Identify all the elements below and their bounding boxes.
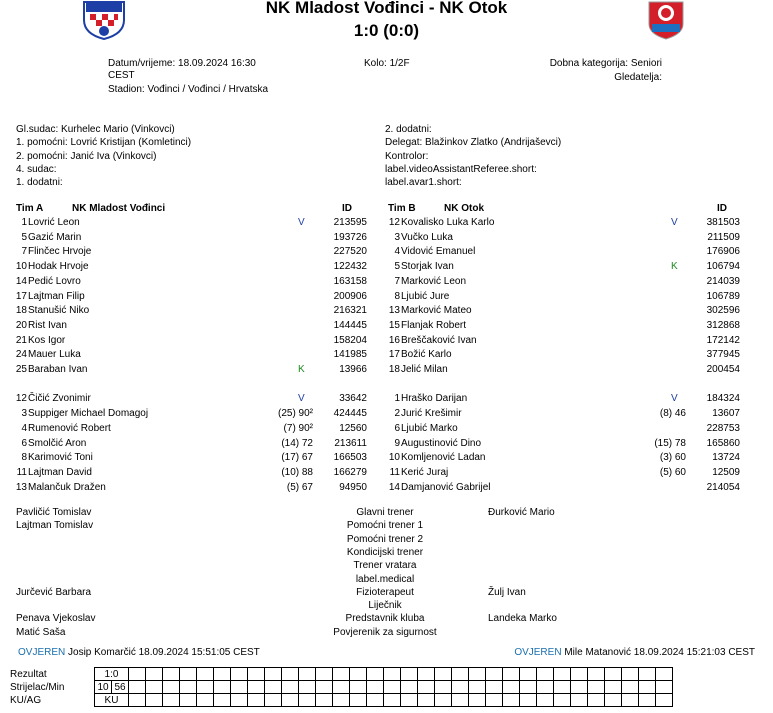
player-number: 9 [394, 437, 400, 449]
official-line: Kontrolor: [385, 150, 429, 162]
player-name: Gazić Marin [28, 231, 82, 243]
age-category: Dobna kategorija: Seniori [549, 58, 662, 69]
player-name: Damjanović Gabrijel [401, 481, 491, 493]
staff-role: Kondicijski trener [346, 546, 424, 558]
official-line: 1. pomoćni: Lovrić Kristijan (Komletinci) [16, 137, 192, 149]
team-b-label: Tim B [388, 203, 416, 214]
staff-role: Trener vratara [353, 560, 417, 572]
away-verified-text: Mile Matanović 18.09.2024 15:21:03 CEST [564, 647, 755, 658]
player-id: 377945 [706, 349, 740, 361]
player-id: 302596 [706, 305, 740, 317]
player-name: Rumenović Robert [28, 422, 111, 434]
player-number: 11 [389, 466, 400, 478]
result-value: 1:0 [95, 668, 129, 681]
player-name: Baraban Ivan [28, 364, 88, 375]
official-line: label.videoAssistantReferee.short: [385, 163, 537, 175]
official-line: 1. dodatni: [16, 177, 63, 189]
player-number: 14 [15, 275, 27, 287]
away-verification [514, 647, 755, 658]
player-role-marker: V [298, 393, 305, 405]
staff-role: Glavni trener [356, 507, 414, 518]
player-name: Hodak Hrvoje [28, 261, 89, 273]
player-id: 227520 [333, 246, 367, 258]
home-verified-label: OVJEREN [18, 647, 66, 658]
substitution-info: (7) 90² [283, 422, 313, 434]
staff-home: Pavličić Tomislav [16, 507, 92, 518]
player-name: Ljubić Marko [401, 422, 458, 434]
player-id: 200906 [333, 290, 367, 302]
substitution-info: (5) 67 [286, 481, 313, 493]
player-number: 18 [15, 305, 27, 317]
player-id: 213611 [334, 437, 367, 449]
player-name: Marković Leon [401, 275, 467, 287]
player-name: Breščaković Ivan [401, 334, 477, 346]
staff-away: Landeka Marko [488, 613, 557, 625]
player-id: 184324 [706, 393, 740, 405]
player-id: 13724 [712, 452, 740, 464]
home-verification [18, 647, 260, 658]
player-name: Lovrić Leon [28, 217, 80, 228]
player-id: 176906 [706, 246, 740, 258]
player-id: 12560 [339, 422, 367, 434]
result-row [10, 668, 673, 681]
match-timezone: CEST [108, 70, 135, 81]
player-id: 172142 [706, 334, 740, 346]
player-id: 193726 [333, 231, 367, 243]
player-number: 6 [21, 437, 27, 449]
substitution-info: (15) 78 [654, 437, 686, 449]
player-name: Čičić Zvonimir [28, 393, 91, 405]
player-number: 10 [15, 261, 27, 273]
staff-role: Pomoćni trener 1 [346, 520, 424, 532]
player-name: Mauer Luka [28, 349, 81, 361]
player-name: Lajtman Filip [28, 290, 85, 302]
scorer-number: 10 [95, 681, 112, 694]
away-verified-label: OVJEREN [514, 647, 562, 658]
substitution-info: (17) 67 [281, 452, 313, 464]
staff-home: Matić Saša [16, 626, 66, 638]
player-role-marker: K [671, 261, 678, 273]
match-datetime: Datum/vrijeme: 18.09.2024 16:30 [108, 58, 256, 69]
player-number: 8 [394, 290, 400, 302]
player-id: 214054 [706, 481, 740, 493]
ku-ag-value: KU [95, 694, 129, 707]
staff-away: Žulj Ivan [488, 586, 526, 598]
spectators: Gledatelja: [614, 72, 662, 83]
player-name: Božić Karlo [401, 349, 452, 361]
player-id: 211509 [707, 231, 740, 243]
player-id: 144445 [333, 319, 367, 331]
team-a-label: Tim A [16, 203, 44, 214]
player-name: Smolčić Aron [28, 437, 87, 449]
substitution-info: (8) 46 [659, 408, 686, 420]
player-name: Malančuk Dražen [28, 481, 106, 493]
player-number: 5 [394, 261, 400, 273]
substitution-info: (5) 60 [659, 466, 686, 478]
player-id: 13607 [712, 408, 740, 420]
player-name: Komljenović Ladan [401, 452, 486, 464]
player-number: 10 [388, 452, 400, 464]
team-a-name: NK Mladost Vođinci [72, 203, 166, 214]
player-number: 7 [21, 246, 27, 258]
player-name: Kovalisko Luka Karlo [401, 217, 495, 228]
substitution-info: (14) 72 [281, 437, 313, 449]
player-name: Marković Mateo [401, 305, 472, 317]
player-name: Karimović Toni [28, 452, 93, 464]
staff-away: Đurković Mario [488, 507, 555, 518]
player-number: 16 [388, 334, 400, 346]
player-id: 216321 [333, 305, 367, 317]
player-number: 2 [394, 408, 400, 420]
ku-ag-label: KU/AG [10, 694, 42, 706]
official-line: Delegat: Blažinkov Zlatko (Andrijaševci) [385, 137, 562, 149]
player-name: Pedić Lovro [28, 275, 81, 287]
player-number: 8 [21, 452, 27, 464]
player-number: 21 [15, 334, 27, 346]
player-name: Kos Igor [28, 334, 66, 346]
player-id: 106794 [706, 261, 740, 273]
player-name: Flinčec Hrvoje [28, 246, 92, 258]
player-id: 141985 [333, 349, 367, 361]
player-number: 13 [388, 305, 400, 317]
player-name: Jurić Krešimir [401, 408, 462, 420]
match-score: 1:0 (0:0) [353, 21, 420, 40]
scorer-minute: 56 [112, 681, 129, 694]
player-id: 213595 [333, 217, 367, 228]
player-id: 163158 [333, 275, 367, 287]
staff-role: label.medical [355, 573, 415, 585]
result-label: Rezultat [10, 668, 47, 680]
player-name: Jelić Milan [401, 364, 448, 375]
player-number: 5 [21, 231, 27, 243]
player-name: Suppiger Michael Domagoj [28, 408, 149, 420]
player-id: 166279 [333, 466, 367, 478]
player-id: 166503 [333, 452, 367, 464]
player-name: Rist Ivan [28, 319, 67, 331]
player-number: 20 [15, 319, 27, 331]
player-number: 12 [15, 393, 27, 405]
staff-role: Fizioterapeut [356, 586, 414, 598]
player-number: 12 [388, 217, 400, 228]
player-name: Lajtman David [28, 466, 92, 478]
player-number: 17 [15, 290, 27, 302]
staff-home: Jurčević Barbara [16, 586, 92, 598]
staff-role: Pomoćni trener 2 [346, 533, 424, 545]
player-number: 14 [388, 481, 400, 493]
staff-role: Predstavnik kluba [345, 613, 425, 625]
player-name: Ljubić Jure [401, 290, 450, 302]
player-number: 17 [388, 349, 400, 361]
substitution-info: (10) 88 [281, 466, 313, 478]
player-name: Kerić Juraj [401, 466, 449, 478]
official-line: Gl.sudac: Kurhelec Mario (Vinkovci) [16, 124, 175, 135]
player-id: 13966 [339, 364, 367, 375]
player-name: Hraško Darijan [401, 393, 468, 405]
player-number: 7 [394, 275, 400, 287]
player-id: 312868 [706, 319, 740, 331]
player-id: 381503 [706, 217, 740, 228]
player-name: Flanjak Robert [401, 319, 467, 331]
match-round: Kolo: 1/2F [364, 58, 410, 69]
player-number: 4 [394, 246, 400, 258]
substitution-info: (25) 90² [277, 408, 313, 420]
staff-home: Penava Vjekoslav [16, 613, 96, 625]
official-line: label.avar1.short: [385, 177, 462, 189]
player-id: 165860 [706, 437, 740, 449]
player-number: 1 [394, 393, 400, 405]
player-number: 6 [394, 422, 400, 434]
ku-ag-row [10, 694, 673, 707]
player-name: Augustinović Dino [401, 437, 482, 449]
player-name: Vučko Luka [401, 231, 453, 243]
player-name: Vidović Emanuel [401, 246, 476, 258]
player-number: 11 [16, 466, 27, 478]
results-grid [10, 667, 673, 707]
player-number: 1 [21, 217, 27, 228]
player-number: 15 [388, 319, 400, 331]
player-number: 3 [21, 408, 27, 420]
official-line: 4. sudac: [16, 163, 57, 175]
substitution-info: (3) 60 [659, 452, 686, 464]
staff-home: Lajtman Tomislav [16, 520, 94, 532]
scorer-label: Strijelac/Min [10, 681, 65, 693]
player-id: 228753 [706, 422, 740, 434]
player-number: 4 [21, 422, 27, 434]
player-id: 122432 [333, 261, 367, 273]
team-a-id-header: ID [342, 203, 352, 214]
official-line: 2. dodatni: [385, 124, 432, 135]
player-id: 214039 [706, 275, 740, 287]
home-verified-text: Josip Komarčić 18.09.2024 15:51:05 CEST [68, 647, 260, 658]
team-b-id-header: ID [717, 203, 727, 214]
match-stadium: Stadion: Vođinci / Vođinci / Hrvatska [108, 84, 269, 95]
scorer-row [10, 681, 673, 694]
player-number: 25 [15, 364, 27, 375]
player-name: Storjak Ivan [401, 261, 454, 273]
player-role-marker: V [671, 217, 678, 228]
player-id: 106789 [706, 290, 740, 302]
player-id: 424445 [333, 408, 367, 420]
player-name: Stanušić Niko [28, 305, 90, 317]
player-id: 33642 [339, 393, 367, 405]
team-b-name: NK Otok [444, 203, 484, 214]
staff-role: Liječnik [368, 600, 402, 612]
player-id: 200454 [706, 364, 740, 375]
player-role-marker: V [671, 393, 678, 405]
official-line: 2. pomoćni: Janić Iva (Vinkovci) [16, 150, 157, 162]
player-role-marker: K [298, 364, 305, 375]
player-id: 12509 [712, 466, 740, 478]
player-number: 3 [394, 231, 400, 243]
match-title: NK Mladost Vođinci - NK Otok [265, 0, 508, 17]
player-number: 18 [388, 364, 400, 375]
player-id: 158204 [333, 334, 367, 346]
player-id: 94950 [339, 481, 367, 493]
staff-role: Povjerenik za sigurnost [333, 626, 437, 638]
player-number: 13 [15, 481, 27, 493]
player-role-marker: V [298, 217, 305, 228]
player-number: 24 [15, 349, 27, 361]
